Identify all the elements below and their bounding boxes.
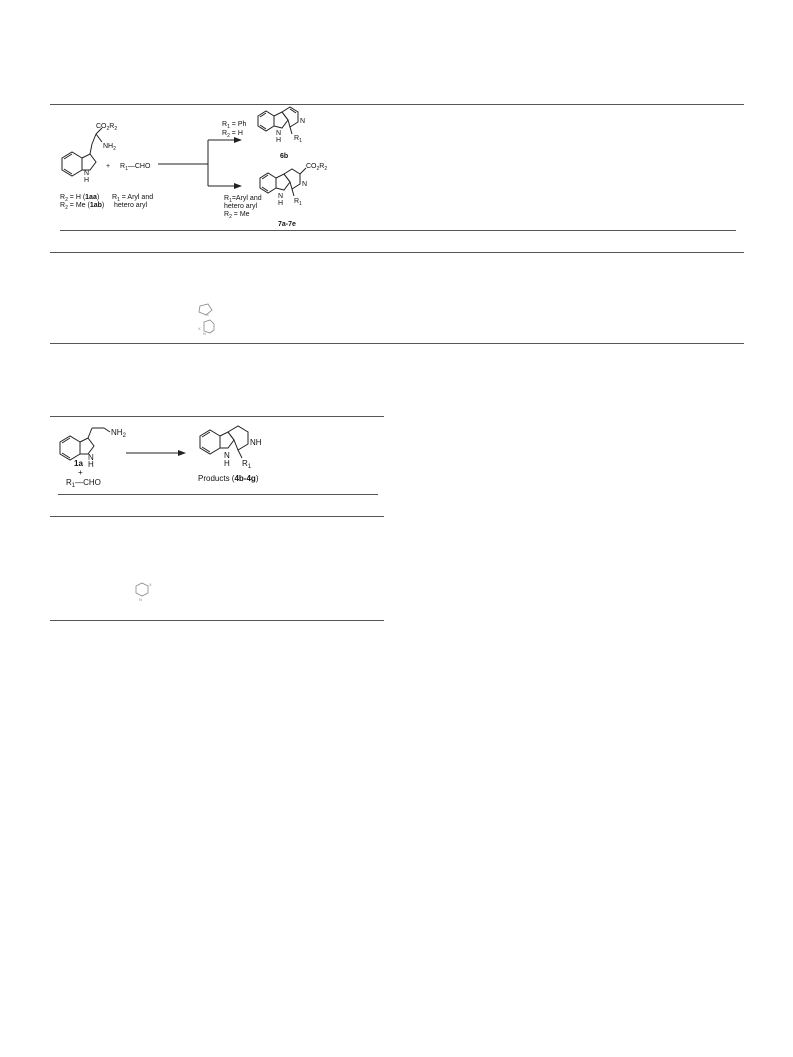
tryptophan-structure bbox=[62, 123, 117, 184]
scheme2-plus: + bbox=[78, 468, 83, 477]
tryptamine-n: N bbox=[88, 453, 94, 462]
tryptamine-h: H bbox=[88, 460, 94, 469]
bottom-rule-scheme2 bbox=[58, 494, 378, 495]
r2-me-definition: $R_2 = Me$ (1ab) bbox=[60, 202, 105, 211]
product-6b-nh: N bbox=[276, 130, 282, 137]
product-7-n: N bbox=[302, 181, 308, 188]
lower-condition-r2: $R_2 = Me$ bbox=[224, 211, 250, 220]
bottom-rule-table2 bbox=[50, 620, 384, 621]
thiophene-icon bbox=[199, 304, 212, 317]
product-n: N bbox=[224, 451, 230, 460]
upper-condition-r2: $R_2 = H$ bbox=[222, 130, 243, 139]
product-6b-structure bbox=[258, 107, 305, 144]
aldehyde-reactant: $R_1—CHO$ bbox=[120, 163, 151, 172]
product-r1: $R_1$ bbox=[242, 459, 252, 470]
pyridine-icon-table2 bbox=[136, 582, 152, 602]
thiophene-s-label: S bbox=[206, 312, 209, 317]
pyridine-x-label-table2: X bbox=[149, 582, 152, 587]
pyridine-n-label-table2: N bbox=[139, 597, 142, 602]
upper-condition-r1: $R_1 = Ph$ bbox=[222, 121, 247, 130]
product-7-h: H bbox=[278, 200, 284, 207]
tryptamine-nh2: $NH_2$ bbox=[111, 428, 126, 439]
scheme1-plus: + bbox=[106, 163, 111, 170]
product-6b-r1: $R_1$ bbox=[294, 135, 302, 144]
table1-structure-icons bbox=[194, 302, 218, 338]
product-6b-n: N bbox=[300, 118, 306, 125]
product-7-co2r2: $CO_2R_2$ bbox=[306, 163, 328, 172]
bottom-rule-scheme1 bbox=[60, 230, 736, 231]
pyridine-icon bbox=[198, 320, 214, 336]
r1-definition-line2: hetero aryl bbox=[114, 202, 148, 209]
tryptophan-nh2: $NH_2$ bbox=[103, 143, 116, 152]
product-7-nh: N bbox=[278, 193, 284, 200]
tryptophan-n: N bbox=[84, 170, 90, 177]
tetrahydro-carboline-structure bbox=[200, 426, 262, 470]
product-7-r1: $R_1$ bbox=[294, 198, 302, 207]
product-6b-h: H bbox=[276, 137, 282, 144]
top-rule-scheme2 bbox=[50, 416, 384, 417]
lower-condition-line2: hetero aryl bbox=[224, 203, 258, 210]
scheme2-reaction bbox=[50, 418, 380, 494]
r1-definition: $R_1$ = Aryl and bbox=[112, 194, 154, 203]
tryptophan-h: H bbox=[84, 177, 90, 184]
product-nh: NH bbox=[250, 438, 262, 447]
scheme2-aldehyde: $R_1—CHO$ bbox=[66, 478, 101, 489]
tryptophan-co2r2: $CO_2R_2$ bbox=[96, 123, 118, 132]
bottom-rule-table1 bbox=[50, 343, 744, 344]
r2-h-definition: $R_2 = H$ (1aa) bbox=[60, 194, 100, 203]
product-7-code: 7a-7e bbox=[278, 221, 296, 228]
pyridine-x-label: X bbox=[198, 326, 201, 331]
top-rule-scheme1 bbox=[50, 104, 744, 105]
scheme1-reaction bbox=[50, 106, 490, 230]
lower-condition-r1: $R_1=Aryl$ and bbox=[224, 195, 262, 204]
branching-arrow bbox=[158, 137, 242, 189]
top-rule-table2 bbox=[50, 516, 384, 517]
table2-structure-icons bbox=[130, 580, 156, 602]
product-7-structure bbox=[260, 163, 327, 207]
pyridine-n-label: N bbox=[203, 331, 206, 336]
products-label: Products (4b-4g) bbox=[198, 474, 259, 483]
scheme2-arrow bbox=[126, 450, 186, 456]
tryptamine-code: 1a bbox=[74, 459, 83, 468]
top-rule-table1 bbox=[50, 252, 744, 253]
product-h: H bbox=[224, 459, 230, 468]
tryptamine-structure bbox=[60, 428, 127, 469]
product-6b-code: 6b bbox=[280, 153, 289, 160]
